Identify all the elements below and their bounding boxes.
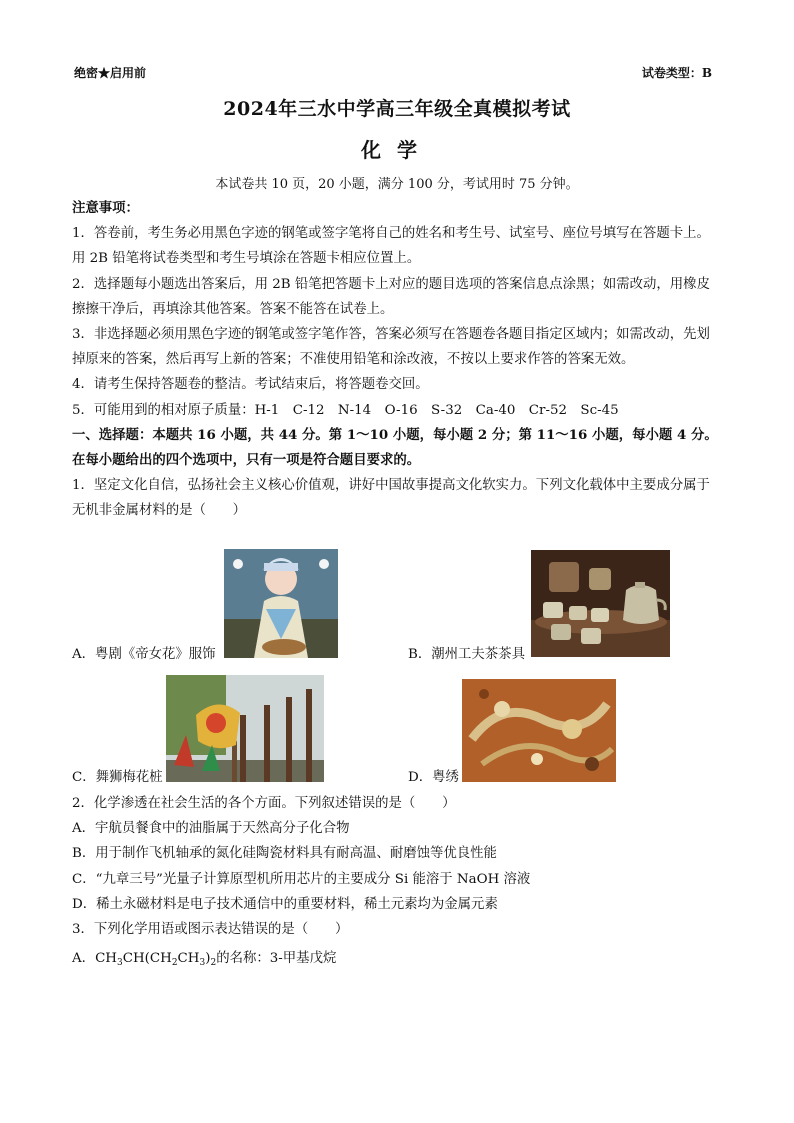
q2-option-b: B．用于制作飞机轴承的氮化硅陶瓷材料具有耐高温、耐磨蚀等优良性能 xyxy=(72,846,497,862)
confidential-label: 绝密★启用前 xyxy=(74,66,147,80)
subject-title: 化学 xyxy=(361,138,433,162)
cantonese-opera-costume-image xyxy=(224,549,338,658)
q2-option-d: D．稀土永磁材料是电子技术通信中的重要材料，稀土元素均为金属元素 xyxy=(72,896,498,912)
notice-item-5: 5．可能用到的相对原子质量：H-1 C-12 N-14 O-16 S-32 Ca-40 Cr-52 Sc-45 xyxy=(72,402,619,418)
question-3-stem: 3．下列化学用语或图示表达错误的是（ ） xyxy=(72,922,349,938)
exam-title: 2024年三水中学高三年级全真模拟考试 xyxy=(223,98,571,120)
question-1-stem: 1．坚定文化自信，弘扬社会主义核心价值观，讲好中国故事提高文化软实力。下列文化载体中主要成分属于无机非金属材料的是（ ） xyxy=(72,478,710,519)
paper-type-label: 试卷类型：B xyxy=(641,66,712,80)
notice-item-4: 4．请考生保持答题卷的整洁。考试结束后，将答题卷交回。 xyxy=(72,377,429,393)
exam-body xyxy=(72,196,722,524)
notice-heading: 注意事项： xyxy=(72,200,139,216)
q3-option-a-prefix: A． xyxy=(72,951,96,967)
q3-formula: $CH_3CH(CH_2CH_3)_2$ xyxy=(95,951,217,969)
q2-option-c: C．“九章三号”光量子计算原型机所用芯片的主要成分 Si 能溶于 NaOH 溶液 xyxy=(72,871,531,887)
chaozhou-tea-set-image xyxy=(531,550,670,657)
lion-dance-stakes-image xyxy=(166,675,324,782)
exam-info: 本试卷共 10 页，20 小题，满分 100 分，考试用时 75 分钟。 xyxy=(215,177,579,192)
exam-body-lower xyxy=(72,791,722,971)
q3-option-a-suffix: 的名称：3-甲基戊烷 xyxy=(216,951,337,967)
notice-item-1: 1．答卷前，考生务必用黑色字迹的钢笔或签字笔将自己的姓名和考生号、试室号、座位号填写在答题卡上。用 2B 铅笔将试卷类型和考生号填涂在答题卡相应位置上。 xyxy=(72,226,710,267)
notice-item-2: 2．选择题每小题选出答案后，用 2B 铅笔把答题卡上对应的题目选项的答案信息点涂黑；如需改动，用橡皮擦擦干净后，再填涂其他答案。答案不能答在试卷上。 xyxy=(72,276,710,317)
section-heading: 一、选择题：本题共 16 小题，共 44 分。第 1～10 小题，每小题 2 分；第 11～16 小题，每小题 4 分。在每小题给出的四个选项中，只有一项是符合题目要求的。 xyxy=(72,426,718,469)
notice-item-3: 3．非选择题必须用黑色字迹的钢笔或签字笔作答，答案必须写在答题卷各题目指定区域内；如需改动，先划掉原来的答案，然后再写上新的答案；不准使用铅笔和涂改液，不按以上要求作答的答案无效。 xyxy=(72,327,710,368)
q1-option-a: A．粤剧《帝女花》服饰 xyxy=(72,647,216,662)
q1-option-c: C．舞狮梅花桩 xyxy=(72,770,163,785)
q1-option-d: D．粤绣 xyxy=(408,770,459,785)
q1-option-b: B．潮州工夫茶茶具 xyxy=(408,647,525,662)
q2-option-a: A．宇航员餐食中的油脂属于天然高分子化合物 xyxy=(72,821,350,837)
question-2-stem: 2．化学渗透在社会生活的各个方面。下列叙述错误的是（ ） xyxy=(72,796,456,811)
cantonese-embroidery-image xyxy=(462,679,616,782)
q3-option-a xyxy=(72,946,722,971)
